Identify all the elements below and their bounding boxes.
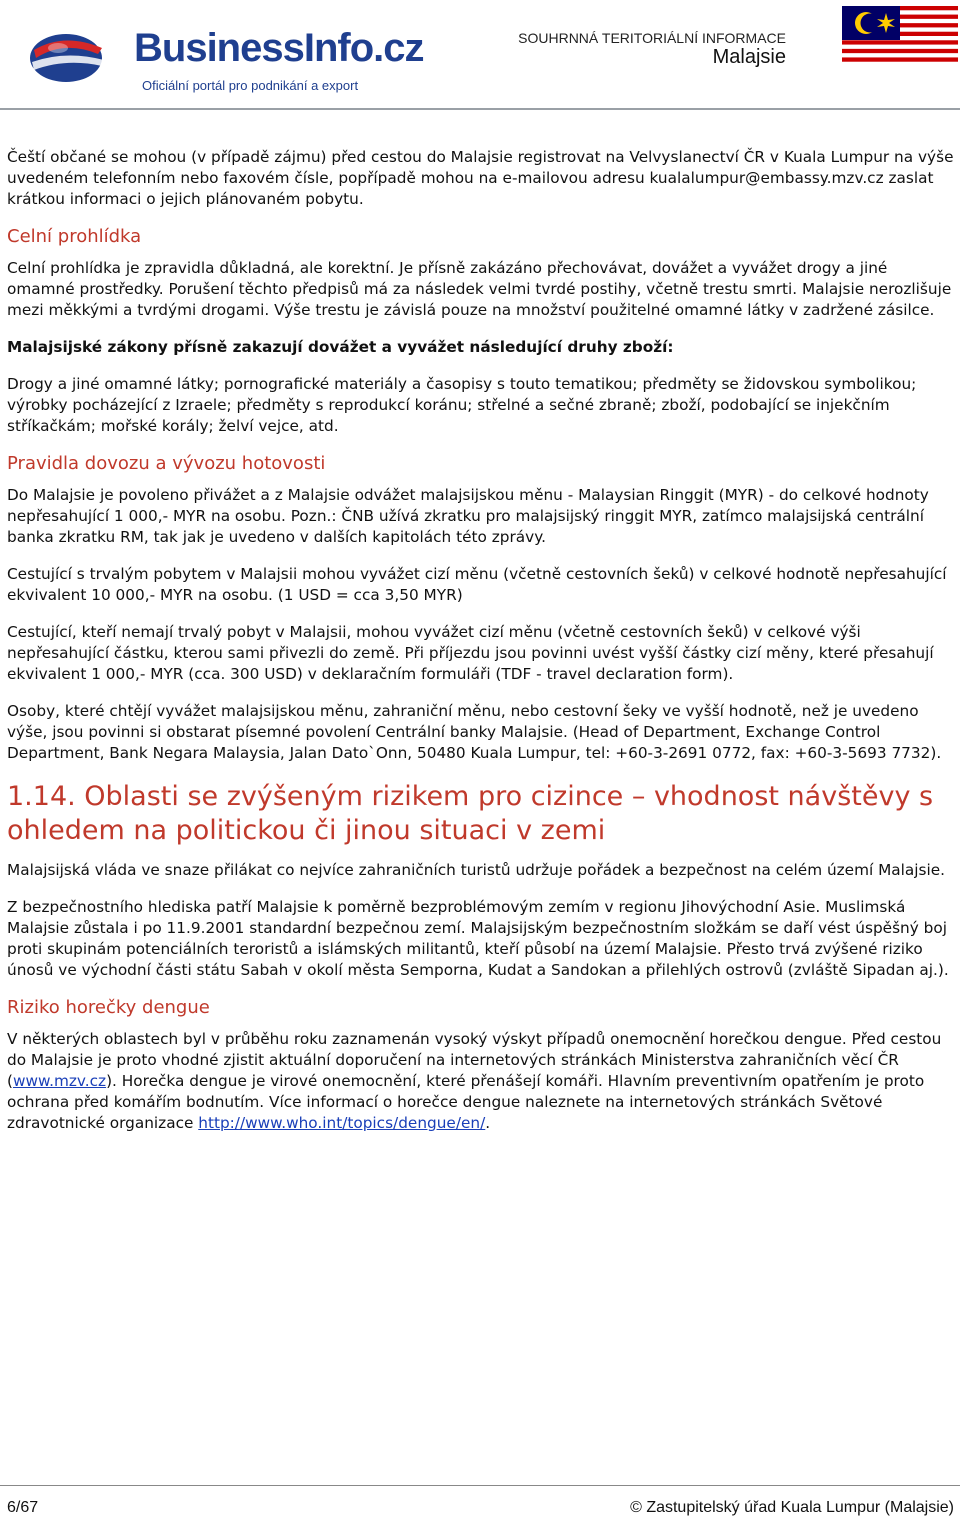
- mzv-link[interactable]: www.mzv.cz: [12, 1072, 107, 1090]
- document-body: [7, 147, 955, 1150]
- page-footer: [0, 1485, 960, 1515]
- flag-stripe: [842, 49, 958, 53]
- paragraph-currency-limit: Do Malajsie je povoleno přivážet a z Malajsie odvážet malajsijskou měnu - Malaysian Ringgit (MYR) - do celkové hodnoty nepřesahující 1 000,- MYR na osobu. Pozn.: ČNB užívá zkratku pro malajsijský ringgit MYR, zatímco malajsijská centrální banka zkratku RM, tak jak je uvedeno v dalších kapitolách této zprávy.: [7, 486, 929, 546]
- logo-wordmark: BusinessInfo.cz: [134, 26, 424, 70]
- paragraph-customs: Celní prohlídka je zpravidla důkladná, ale korektní. Je přísně zakázáno přechovávat, dovážet a vyvážet drogy a jiné omamné prostředky. Porušení těchto předpisů má za následek velmi tvrdé postihy, včetně trestu smrti. Malajsie nerozlišuje mezi měkkými a tvrdými drogami. Výše trestu je závislá pouze na množství použitelné omamné látky v zadržené zásilce.: [7, 259, 952, 319]
- who-dengue-link[interactable]: http://www.who.int/topics/dengue/en/: [198, 1114, 486, 1132]
- country-title: Malajsie: [712, 46, 786, 68]
- paragraph-nonresidents: Cestující, kteří nemají trvalý pobyt v Malajsii, mohou vyvážet cizí měnu (včetně cestovních šeků) v celkové výši nepřesahující částku, kterou sami přivezli do země. Při příjezdu jsou povinni uvést vyšší částky cizí měny, které přesahují ekvivalent 1 000,- MYR (cca. 300 USD) v deklaračním formuláři (TDF - travel declaration form).: [7, 623, 934, 683]
- paragraph-government: Malajsijská vláda ve snaze přilákat co nejvíce zahraničních turistů udržuje pořádek a bezpečnost na celém území Malajsie.: [7, 861, 946, 879]
- dengue-text-1: V některých oblastech byl v průběhu roku zaznamenán vysoký výskyt případů onemocnění horečkou dengue. Před cestou do Malajsie je proto vhodné zjistit aktuální doporučení na internetových stránkách Ministerstva zahraničních věcí ČR (: [7, 1030, 942, 1090]
- section-heading-risk-areas: 1.14. Oblasti se zvýšeným rizikem pro cizince – vhodnost návštěvy s ohledem na politickou či jinou situaci v zemi: [7, 781, 934, 846]
- report-supertitle: SOUHRNNÁ TERITORIÁLNÍ INFORMACE: [518, 30, 786, 46]
- malaysia-flag-icon: [842, 6, 958, 66]
- heading-dengue: Riziko horečky dengue: [7, 997, 210, 1018]
- page-header: [0, 0, 960, 112]
- dengue-text-2: ). Horečka dengue je virové onemocnění, které přenášejí komáři. Hlavním preventivním opatřením je proto ochrana před komářím bodnutím. Více informací o horečce dengue naleznete na internetových stránkách Světové zdravotnické organizace: [7, 1072, 925, 1132]
- logo-subtitle: Oficiální portál pro podnikání a export: [142, 78, 359, 93]
- flag-stripe: [842, 57, 958, 61]
- footer-divider: [0, 1485, 960, 1486]
- header-divider: [0, 108, 960, 110]
- flag-stripe: [842, 40, 958, 44]
- paragraph-residents: Cestující s trvalým pobytem v Malajsii mohou vyvážet cizí měnu (včetně cestovních šeků) v celkové hodnotě nepřesahující ekvivalent 10 000,- MYR na osobu. (1 USD = cca 3,50 MYR): [7, 565, 947, 604]
- paragraph-registration: Čeští občané se mohou (v případě zájmu) před cestou do Malajsie registrovat na Velvyslanectví ČR v Kuala Lumpur na výše uvedeném telefonním nebo faxovém čísle, popřípadě mohou na e-mailovou adresu kualalumpur@embassy.mzv.cz zaslat krátkou informaci o jejich plánovaném pobytu.: [7, 148, 954, 208]
- businessinfo-logo[interactable]: [24, 20, 424, 93]
- paragraph-prohibited-intro: Malajsijské zákony přísně zakazují dovážet a vyvážet následující druhy zboží:: [7, 338, 674, 356]
- paragraph-prohibited-goods: Drogy a jiné omamné látky; pornografické materiály a časopisy s touto tematikou; předměty se židovskou symbolikou; výrobky pocházející z Izraele; předměty s reprodukcí koránu; střelné a sečné zbraně; zboží, podobající se injekčním stříkačkám; mořské korály; želví vejce, atd.: [7, 375, 917, 435]
- heading-cash-rules: Pravidla dovozu a vývozu hotovosti: [7, 453, 326, 474]
- paragraph-security: Z bezpečnostního hlediska patří Malajsie k poměrně bezproblémovým zemím v regionu Jihovýchodní Asie. Muslimská Malajsie zůstala i po 11.9.2001 standardní bezpečnou zemí. Malajsijským bezpečnostním složkám se daří vést úspěšný boj proti skupinám potenciálních teroristů a islámských militantů, kteří působí na území Malajsie. Přesto trvá zvýšené riziko únosů ve východní části státu Sabah v okolí města Semporna, Kudat a Sandokan a přilehlých ostrovů (zvláště Sipadan aj.).: [7, 898, 949, 979]
- paragraph-dengue: [7, 1029, 955, 1134]
- copyright-notice: © Zastupitelský úřad Kuala Lumpur (Malajsie): [630, 1499, 954, 1516]
- page-number: 6/67: [7, 1499, 39, 1516]
- globe-icon: [24, 20, 124, 90]
- dengue-text-3: .: [485, 1114, 491, 1132]
- paragraph-permission: Osoby, které chtějí vyvážet malajsijskou měnu, zahraniční měnu, nebo cestovní šeky ve vyšší hodnotě, než je uvedeno výše, jsou povinni si obstarat písemné povolení Centrální banky Malajsie. (Head of Department, Exchange Control Department, Bank Negara Malaysia, Jalan Dato`Onn, 50480 Kuala Lumpur, tel: +60-3-2691 0772, fax: +60-3-5693 7732).: [7, 702, 942, 762]
- heading-celni-prohlidka: Celní prohlídka: [7, 226, 142, 247]
